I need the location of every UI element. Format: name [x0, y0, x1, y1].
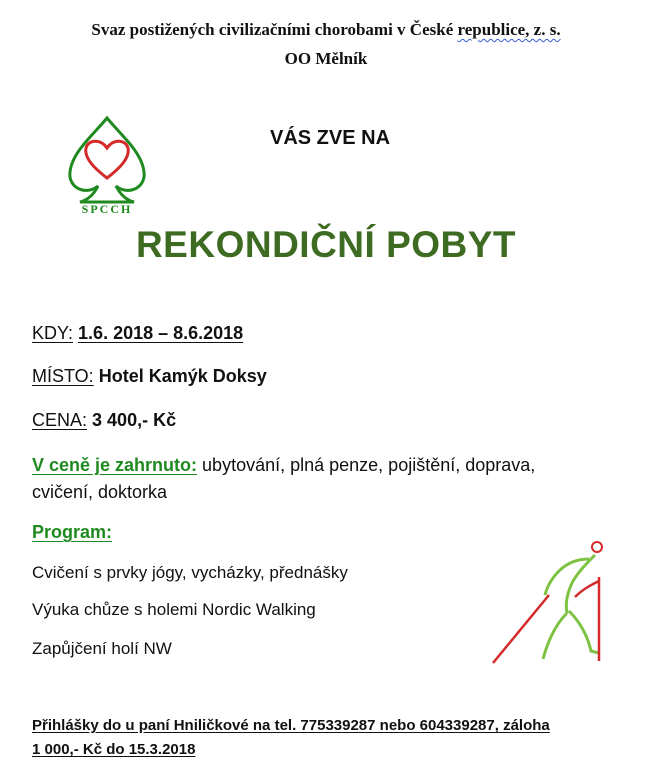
price-row: [32, 410, 176, 431]
date-label: KDY:: [32, 323, 74, 343]
logo-text: SPCCH: [81, 202, 133, 216]
program-label: Program:: [32, 522, 113, 542]
registration-info: Přihlášky do u paní Hniličkové na tel. 775339287 nebo 604339287, záloha: [32, 717, 550, 734]
spade-heart-logo-icon: [64, 112, 150, 216]
included-text-continued: cvičení, doktorka: [32, 482, 168, 502]
organization-suffix: republice, z. s.: [457, 20, 561, 39]
date-row: [32, 323, 243, 344]
organization-branch: OO Mělník: [284, 49, 368, 68]
date-value: 1.6. 2018 – 8.6.2018: [78, 323, 244, 343]
price-label: CENA:: [32, 410, 88, 430]
registration-deadline: 1 000,- Kč do 15.3.2018: [32, 741, 196, 758]
program-heading: [32, 522, 112, 543]
invite-text: VÁS ZVE NA: [270, 127, 391, 149]
page-title: REKONDIČNÍ POBYT: [135, 224, 517, 265]
organization-line1: [0, 20, 652, 40]
included-text: ubytování, plná penze, pojištění, doprava,: [197, 455, 536, 475]
place-value: Hotel Kamýk Doksy: [98, 366, 267, 386]
place-row: [32, 366, 267, 387]
program-item: Zapůjčení holí NW: [32, 639, 172, 658]
program-item: Cvičení s prvky jógy, vycházky, přednášky: [32, 563, 348, 582]
nordic-walker-icon: [487, 537, 627, 667]
price-value: 3 400,- Kč: [92, 410, 177, 430]
program-item: Výuka chůze s holemi Nordic Walking: [32, 600, 316, 619]
included-label: V ceně je zahrnuto:: [32, 455, 198, 475]
place-label: MÍSTO:: [32, 366, 94, 386]
organization-name: Svaz postižených civilizačními chorobami v České: [91, 20, 458, 39]
included-row: [32, 455, 535, 476]
